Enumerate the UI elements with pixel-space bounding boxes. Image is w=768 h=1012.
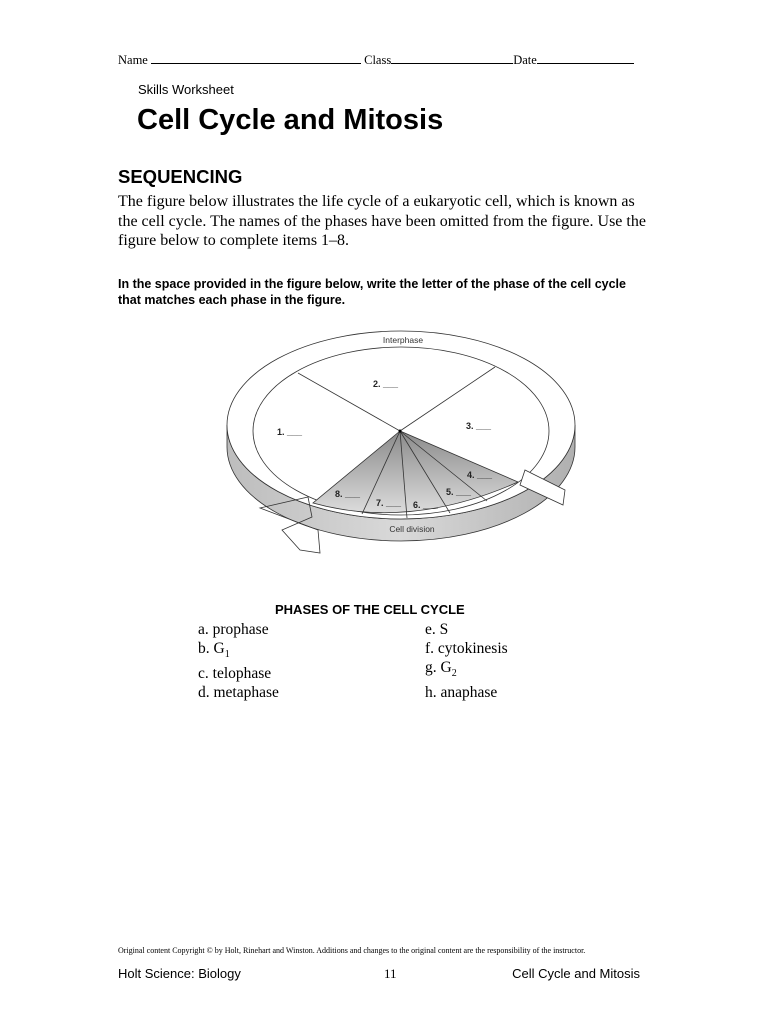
date-label: Date bbox=[513, 53, 537, 67]
phases-left-list bbox=[198, 620, 279, 702]
name-label: Name bbox=[118, 53, 148, 67]
kicker: Skills Worksheet bbox=[138, 82, 234, 97]
blank-8[interactable]: 8. ___ bbox=[335, 489, 361, 499]
phase-option-a: a. prophase bbox=[198, 621, 269, 638]
section-heading: SEQUENCING bbox=[118, 166, 243, 187]
intro-paragraph: The figure below illustrates the life cycle of a eukaryotic cell, which is known as the cell cycle. The names of the phases have been omitted from the figure. Use the figure below to complete items 1–8. bbox=[118, 193, 646, 249]
phases-title: PHASES OF THE CELL CYCLE bbox=[275, 602, 465, 617]
blank-6[interactable]: 6. ___ bbox=[413, 500, 439, 510]
interphase-label: Interphase bbox=[382, 335, 424, 345]
phase-option-b: b. $G_1$ bbox=[198, 640, 230, 661]
blank-1[interactable]: 1. ___ bbox=[277, 427, 303, 437]
class-line[interactable] bbox=[391, 52, 513, 64]
phase-option-h: h. anaphase bbox=[425, 684, 498, 702]
blank-7[interactable]: 7. ___ bbox=[376, 498, 402, 508]
phase-option-f: f. cytokinesis bbox=[425, 640, 508, 657]
instruction: In the space provided in the figure below, write the letter of the phase of the cell cycle that matches each phase in the figure. bbox=[118, 277, 626, 307]
phase-option-g: g. $G_2$ bbox=[425, 659, 457, 680]
page-title: Cell Cycle and Mitosis bbox=[137, 104, 444, 136]
name-line[interactable] bbox=[151, 52, 361, 64]
phase-option-c: c. telophase bbox=[198, 665, 272, 683]
phases-right-list bbox=[425, 620, 508, 702]
blank-5[interactable]: 5. ___ bbox=[446, 487, 472, 497]
cell-division-label: Cell division bbox=[389, 524, 435, 534]
blank-4[interactable]: 4. ___ bbox=[467, 470, 493, 480]
header-fields bbox=[118, 52, 634, 68]
date-line[interactable] bbox=[537, 52, 634, 64]
copyright: Original content Copyright © by Holt, Rinehart and Winston. Additions and changes to the original content are the responsibility of the instructor. bbox=[118, 946, 586, 955]
blank-2[interactable]: 2. ___ bbox=[373, 379, 399, 389]
class-label: Class bbox=[364, 53, 392, 67]
blank-3[interactable]: 3. ___ bbox=[466, 421, 492, 431]
footer-chapter: Cell Cycle and Mitosis bbox=[512, 966, 640, 981]
footer-book: Holt Science: Biology bbox=[118, 966, 241, 981]
phase-option-d: d. metaphase bbox=[198, 684, 279, 702]
cell-cycle-figure bbox=[220, 325, 580, 565]
phase-option-e: e. S bbox=[425, 621, 449, 638]
page-number: 11 bbox=[384, 966, 397, 981]
